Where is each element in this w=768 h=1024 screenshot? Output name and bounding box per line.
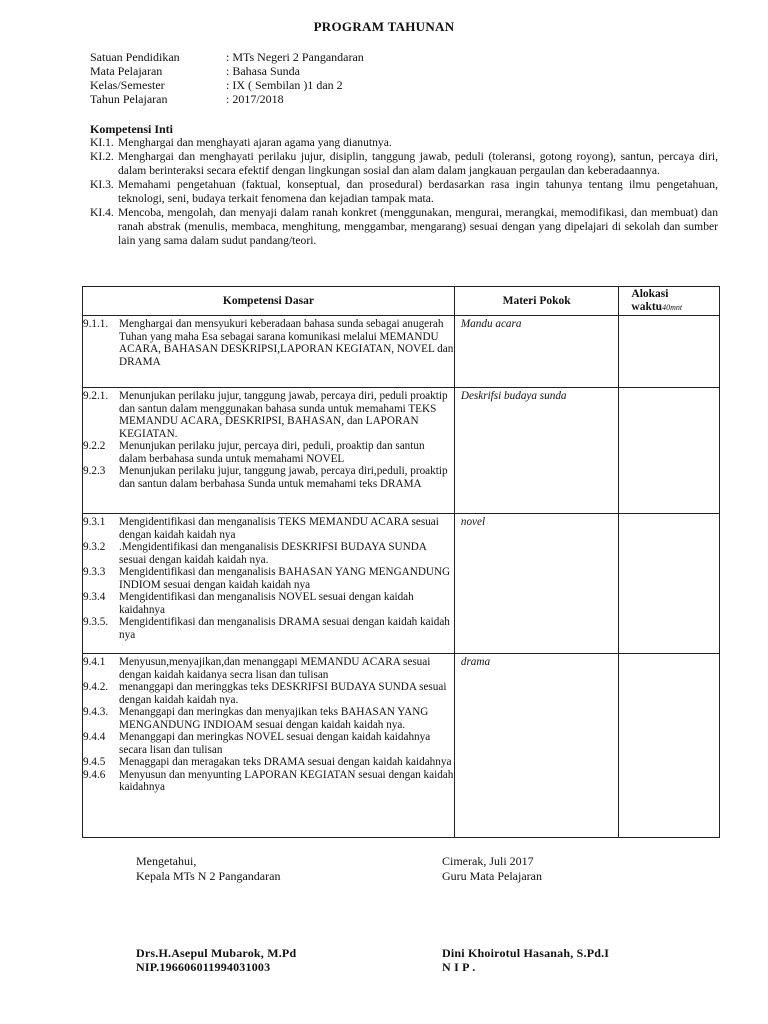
kd-item <box>83 756 454 769</box>
kd-item <box>83 591 454 616</box>
table-header-row <box>83 287 720 316</box>
kd-code: 9.3.3 <box>83 566 106 578</box>
kd-text: Menghargai dan mensyukuri keberadaan bahasa sunda sebagai anugerah Tuhan yang maha Esa sebagai sarana komunikasi melalui MEMANDU ACARA, BAHASAN DESKRIPSI,LAPORAN KEGIATAN, NOVEL dan DRAMA <box>119 318 454 368</box>
kd-code: 9.4.5 <box>83 756 106 768</box>
kd-code: 9.3.4 <box>83 591 106 603</box>
kd-item <box>83 541 454 566</box>
kd-code: 9.4.2. <box>83 681 109 693</box>
info-value: : 2017/2018 <box>226 92 284 106</box>
alokasi-cell <box>619 316 720 388</box>
kd-code: 9.4.1 <box>83 656 106 668</box>
kd-text: Menunjukan perilaku jujur, tanggung jawab, percaya diri, peduli proaktip dan santun dalam menggunakan bahasa sunda untuk memahami TEKS MEMANDU ACARA, DESKRIPSI, BAHASAN, dan LAPORAN KEGIATAN. <box>119 390 448 440</box>
kd-item <box>83 566 454 591</box>
alokasi-cell <box>619 514 720 654</box>
ki-text: Menghargai dan menghayati perilaku jujur, disiplin, tanggung jawab, peduli (toleransi, gotong royong), santun, percaya diri, dalam berinteraksi secara efektif dengan lingkungan sosial dan alam dalam jangkauan pergaulan dan keberadaannya. <box>118 150 718 177</box>
header-kompetensi-dasar: Kompetensi Dasar <box>83 287 455 316</box>
kd-text: Mengidentifikasi dan menganalisis NOVEL sesuai dengan kaidah kaidahnya <box>119 591 414 616</box>
signature-left-header <box>136 854 280 884</box>
info-label: Kelas/Semester <box>90 78 165 92</box>
kompetensi-inti-section <box>90 122 718 248</box>
kd-item <box>83 656 454 681</box>
teacher-nip: N I P . <box>442 960 476 974</box>
header-alokasi-unit: 40mnt <box>662 303 683 312</box>
kd-cell <box>83 514 455 654</box>
ki-code: KI.4. <box>90 206 114 219</box>
kd-item <box>83 390 454 440</box>
ki-item <box>90 206 718 248</box>
kd-text: Menunjukan perilaku jujur, percaya diri, peduli, proaktip dan santun dalam berbahasa sunda untuk memahami NOVEL <box>119 440 425 465</box>
kd-code: 9.4.6 <box>83 768 106 781</box>
kd-code: 9.4.4 <box>83 731 106 743</box>
signature-left-line1: Mengetahui, <box>136 854 197 868</box>
header-materi-pokok: Materi Pokok <box>454 287 619 316</box>
ki-code: KI.2. <box>90 150 114 163</box>
info-row-year <box>90 92 364 106</box>
materi-text: drama <box>460 656 491 668</box>
ki-item <box>90 136 718 150</box>
table-row <box>83 388 720 514</box>
kd-item <box>83 769 454 794</box>
materi-cell <box>454 316 619 388</box>
materi-text: Mandu acara <box>460 318 522 330</box>
kd-code: 9.2.3 <box>83 465 106 477</box>
teacher-name: Dini Khoirotul Hasanah, S.Pd.I <box>442 946 610 960</box>
kd-code: 9.3.1 <box>83 516 106 528</box>
kd-text: Mengidentifikasi dan menganalisis BAHASAN YANG MENGANDUNG INDIOM sesuai dengan kaidah kaidah nya <box>119 566 451 591</box>
ki-text: Memahami pengetahuan (faktual, konseptual, dan prosedural) berdasarkan rasa ingin tahunya tentang ilmu pengetahuan, teknologi, seni, budaya terkait fenomena dan kejadian tampak mata. <box>118 178 718 205</box>
kd-text: Menunjukan perilaku jujur, tanggung jawab, percaya diri,peduli, proaktip dan santun dalam berbahasa Sunda untuk memahami teks DRAMA <box>119 465 448 490</box>
kd-text: Menanggapi dan meringkas dan menyajikan teks BAHASAN YANG MENGANDUNG INDIOAM sesuai dengan kaidah kaidah nya. <box>119 706 429 731</box>
materi-cell <box>454 388 619 514</box>
kd-code: 9.2.2 <box>83 440 106 452</box>
kd-item <box>83 465 454 490</box>
kd-cell <box>83 388 455 514</box>
header-alokasi-label: Alokasi waktu <box>631 288 669 313</box>
info-label: Tahun Pelajaran <box>90 92 168 106</box>
kd-code: 9.1.1. <box>83 318 109 330</box>
materi-cell <box>454 654 619 838</box>
document-title: PROGRAM TAHUNAN <box>313 19 455 34</box>
kd-text: menanggapi dan meringgkas teks DESKRIFSI BUDAYA SUNDA sesuai dengan kaidah kaidah nya. <box>119 681 447 706</box>
materi-text: novel <box>460 516 486 528</box>
alokasi-cell <box>619 654 720 838</box>
info-value: : Bahasa Sunda <box>226 64 300 78</box>
kd-text: Menaggapi dan meragakan teks DRAMA sesuai dengan kaidah kaidahnya <box>119 756 452 768</box>
kd-cell <box>83 316 455 388</box>
ki-item <box>90 178 718 206</box>
info-label: Mata Pelajaran <box>90 64 163 78</box>
kd-text: Mengidentifikasi dan menganalisis TEKS MEMANDU ACARA sesuai dengan kaidah kaidah nya <box>119 516 439 541</box>
kd-item <box>83 440 454 465</box>
principal-nip: NIP.196606011994031003 <box>136 960 271 974</box>
info-row-subject <box>90 64 364 78</box>
kd-item <box>83 706 454 731</box>
kd-code: 9.3.2 <box>83 541 106 553</box>
kd-cell <box>83 654 455 838</box>
info-row-school <box>90 50 364 64</box>
info-value: : IX ( Sembilan )1 dan 2 <box>226 78 343 92</box>
kd-code: 9.2.1. <box>83 390 109 402</box>
alokasi-cell <box>619 388 720 514</box>
ki-item <box>90 150 718 178</box>
kd-item <box>83 681 454 706</box>
table-row <box>83 514 720 654</box>
kd-code: 9.3.5. <box>83 616 109 628</box>
kd-text: .Mengidentifikasi dan menganalisis DESKRIFSI BUDAYA SUNDA sesuai dengan kaidah kaidah nya. <box>119 541 427 566</box>
kd-text: Menyusun,menyajikan,dan menanggapi MEMANDU ACARA sesuai dengan kaidah kaidanya secra lisan dan tulisan <box>119 656 431 681</box>
ki-text: Menghargai dan menghayati ajaran agama yang dianutnya. <box>118 136 392 149</box>
ki-heading: Kompetensi Inti <box>90 122 174 136</box>
table-row <box>83 654 720 838</box>
info-row-class <box>90 78 364 92</box>
kd-item <box>83 731 454 756</box>
info-label: Satuan Pendidikan <box>90 50 180 64</box>
materi-text: Deskrifsi budaya sunda <box>460 390 567 402</box>
signature-left-line2: Kepala MTs N 2 Pangandaran <box>136 869 281 883</box>
signature-right-line1: Cimerak, Juli 2017 <box>442 854 534 868</box>
kd-text: Mengidentifikasi dan menganalisis DRAMA sesuai dengan kaidah kaidah nya <box>119 616 450 641</box>
kd-code: 9.4.3. <box>83 706 109 718</box>
ki-text: Mencoba, mengolah, dan menyaji dalam ranah konkret (menggunakan, mengurai, merangkai, memodifikasi, dan membuat) dan ranah abstrak (menulis, membaca, menghitung, menggambar, mengarang) sesuai dengan yang dipelajari di sekolah dan sumber lain yang sama dalam sudut pandang/teori. <box>118 206 718 247</box>
ki-code: KI.1. <box>90 136 114 149</box>
kompetensi-dasar-table <box>82 286 720 838</box>
info-value: : MTs Negeri 2 Pangandaran <box>226 50 364 64</box>
kd-item <box>83 616 454 641</box>
kd-item <box>83 318 454 368</box>
materi-cell <box>454 514 619 654</box>
signature-right-line2: Guru Mata Pelajaran <box>442 869 542 883</box>
signature-left-name-block <box>136 946 296 974</box>
table-row <box>83 316 720 388</box>
header-alokasi-waktu <box>619 287 720 316</box>
signature-right-header <box>442 854 542 884</box>
kd-item <box>83 516 454 541</box>
principal-name: Drs.H.Asepul Mubarok, M.Pd <box>136 946 297 960</box>
signature-right-name-block <box>442 946 609 974</box>
identity-block <box>90 50 364 106</box>
kd-text: Menyusun dan menyunting LAPORAN KEGIATAN sesuai dengan kaidah kaidahnya <box>119 768 454 793</box>
ki-code: KI.3. <box>90 178 114 191</box>
kd-text: Menanggapi dan meringkas NOVEL sesuai dengan kaidah kaidahnya secara lisan dan tulisan <box>119 731 431 756</box>
